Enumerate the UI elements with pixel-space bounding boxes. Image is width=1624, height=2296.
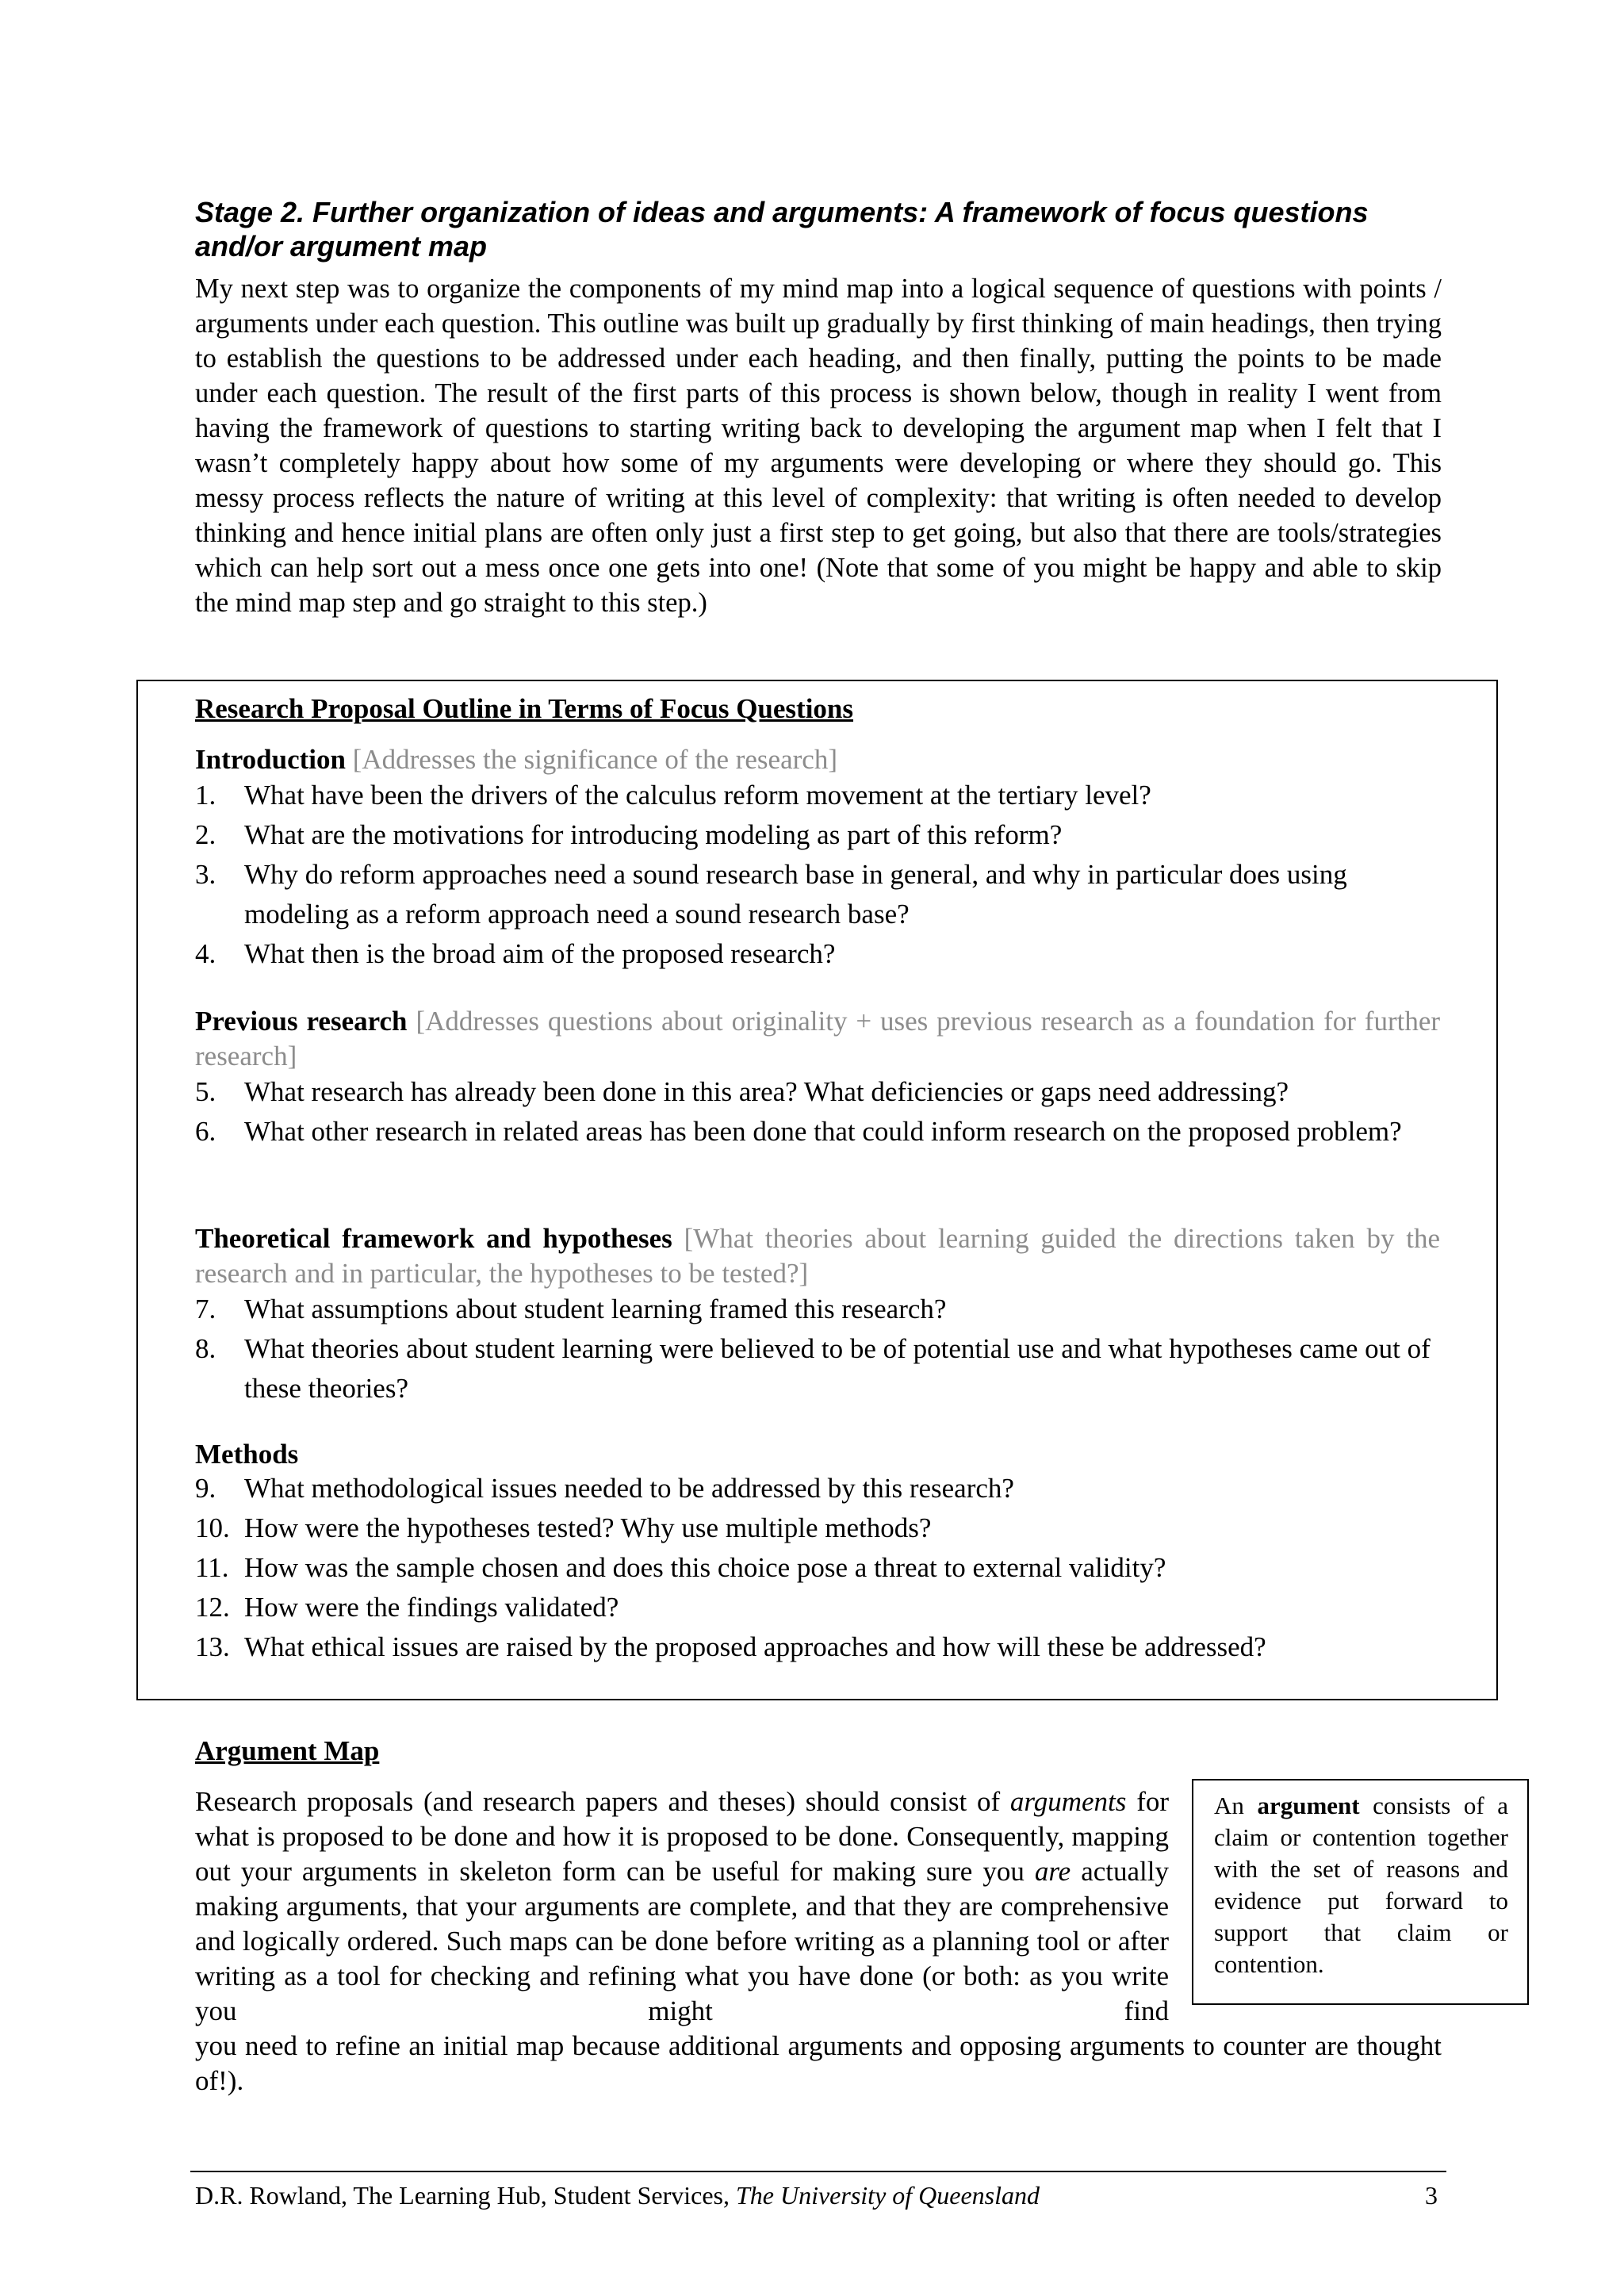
question-text: What theories about student learning were believed to be of potential use and what hypotheses came out of these theories? [244,1333,1431,1404]
outline-title: Research Proposal Outline in Terms of Focus Questions [195,693,854,724]
page-number: 3 [1425,2181,1438,2210]
question-item [195,776,1432,815]
section-heading-introduction [195,742,1440,777]
question-item [195,1588,1432,1627]
question-item [195,1627,1432,1667]
question-number: 7. [195,1294,216,1324]
intro-paragraph: My next step was to organize the components of my mind map into a logical sequence of questions with points / arguments under each question. This outline was built up gradually by first thinking of main headings, then trying to establish the questions to be addressed under each heading, and then finally, putting the points to be made under each question. The result of the first parts of this process is shown below, though in reality I went from having the framework of questions to starting writing back to developing the argument map when I felt that I wasn’t completely happy about how some of my arguments were developing or where they should go. This messy process reflects the nature of writing at this level of complexity: that writing is often needed to develop thinking and hence initial plans are often only just a first step to get going, but also that there are tools/strategies which can help sort out a mess once one gets into one! (Note that some of you might be happy and able to skip the mind map step and go straight to this step.) [195,274,1442,618]
section-name: Methods [195,1439,299,1470]
question-item [195,1508,1432,1548]
question-item [195,815,1432,855]
question-text: What ethical issues are raised by the proposed approaches and how will these be addressed? [244,1631,1266,1662]
definition-text: An [1214,1792,1258,1819]
paragraph-text: actually making arguments, that your arguments are complete, and that they are comprehensive and logically ordered. Such maps can be done before writing as a planning tool or after writing as a tool for checking and refining what you have done (or both: as you write you might find [195,1856,1169,2026]
question-item [195,1469,1432,1508]
question-number: 10. [195,1512,230,1543]
question-number: 9. [195,1473,216,1504]
question-text: How were the hypotheses tested? Why use multiple methods? [244,1512,932,1543]
section-name: Previous research [195,1006,408,1037]
footer-divider [190,2171,1446,2172]
section-name: Theoretical framework and hypotheses [195,1223,672,1254]
question-number: 6. [195,1116,216,1147]
paragraph-text: Research proposals (and research papers and theses) should consist of [195,1786,1001,1817]
argument-map-paragraph [195,1784,1169,2029]
argument-map-title: Argument Map [195,1735,380,1766]
question-number: 1. [195,780,216,811]
argument-map-paragraph-continued: you need to refine an initial map because additional arguments and opposing arguments to counter are thought of!). [195,2030,1442,2096]
question-text: What methodological issues needed to be addressed by this research? [244,1473,1014,1504]
emphasis-text: arguments [1009,1786,1127,1817]
paragraph-text: for what is proposed to be done and how it is proposed to be done. Consequently, mapping out your arguments in skeleton form can be useful for making sure you [195,1786,1170,1887]
stage-heading: Stage 2. Further organization of ideas and arguments: A framework of focus questions and/or argument map [195,196,1369,263]
question-text: Why do reform approaches need a sound research base in general, and why in particular does using modeling as a reform approach need a sound research base? [244,859,1347,930]
question-text: How was the sample chosen and does this choice pose a threat to external validity? [244,1552,1166,1583]
footer-text: D.R. Rowland, The Learning Hub, Student Services, [195,2181,736,2210]
question-text: What then is the broad aim of the proposed research? [244,938,836,969]
question-number: 13. [195,1631,230,1662]
question-text: How were the findings validated? [244,1592,619,1623]
question-number: 5. [195,1076,216,1107]
question-item [195,934,1432,974]
question-text: What research has already been done in this area? What deficiencies or gaps need addressing? [244,1076,1289,1107]
question-number: 3. [195,859,216,890]
definition-text: consists of a claim or contention together with the set of reasons and evidence put forward to support that claim or contention. [1214,1792,1508,1978]
footer-institution: The University of Queensland [735,2181,1040,2210]
question-number: 2. [195,819,216,850]
question-number: 12. [195,1592,230,1623]
question-number: 4. [195,938,216,969]
question-item [195,1548,1432,1588]
question-text: What have been the drivers of the calculus reform movement at the tertiary level? [244,780,1151,811]
section-note: [What theories about learning guided the directions taken by the research and in particular, the hypotheses to be tested?] [195,1223,1440,1289]
footer-credit [195,2179,1040,2211]
question-item [195,1329,1432,1409]
section-heading-methods [195,1437,1440,1472]
section-note: [Addresses questions about originality + uses previous research as a foundation for further research] [195,1006,1441,1071]
question-item [195,1072,1432,1112]
question-text: What are the motivations for introducing modeling as part of this reform? [244,819,1063,850]
question-item [195,1112,1432,1152]
question-item [195,855,1432,934]
question-item [195,1290,1432,1329]
emphasis-text: are [1034,1856,1071,1887]
definition-term: argument [1257,1792,1360,1819]
section-name: Introduction [195,744,346,775]
section-note: [Addresses the significance of the research] [352,744,837,775]
section-heading-previous-research [195,1004,1440,1074]
question-text: What assumptions about student learning framed this research? [244,1294,947,1324]
question-text: What other research in related areas has been done that could inform research on the proposed problem? [244,1116,1402,1147]
question-number: 11. [195,1552,229,1583]
section-heading-theoretical-framework [195,1221,1440,1291]
question-number: 8. [195,1333,216,1364]
argument-definition-box [1192,1779,1529,2005]
